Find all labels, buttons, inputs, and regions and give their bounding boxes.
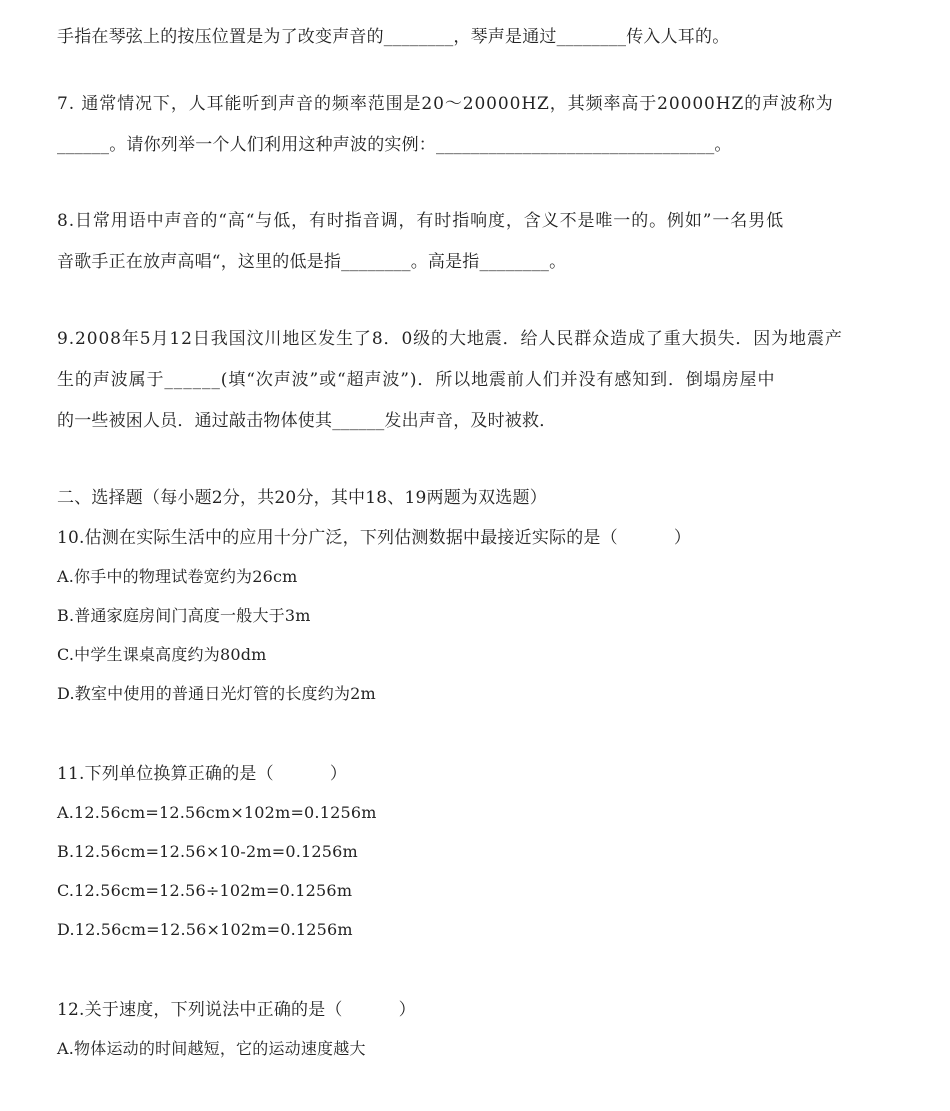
q10-option-a: A.你手中的物理试卷宽约为26cm <box>57 567 298 586</box>
q11-option-a: A.12.56cm=12.56cm×102m=0.1256m <box>57 803 377 822</box>
q7-line-2: ______。请你列举一个人们利用这种声波的实例：________________________________。 <box>57 135 732 155</box>
section-heading: 二、选择题（每小题2分，共20分，其中18、19两题为双选题） <box>57 488 547 508</box>
q12-stem: 12.关于速度，下列说法中正确的是（ ） <box>57 1000 416 1020</box>
q8-line-2: 音歌手正在放声高唱“，这里的低是指________。高是指________。 <box>57 252 567 272</box>
q10-option-b: B.普通家庭房间门高度一般大于3m <box>57 606 311 625</box>
q10-stem: 10.估测在实际生活中的应用十分广泛，下列估测数据中最接近实际的是（ ） <box>57 528 692 548</box>
q11-option-b: B.12.56cm=12.56×10-2m=0.1256m <box>57 842 358 861</box>
q11-option-d: D.12.56cm=12.56×102m=0.1256m <box>57 920 353 939</box>
q11-option-c: C.12.56cm=12.56÷102m=0.1256m <box>57 881 353 900</box>
q9-line-1: 9.2008年5月12日我国汶川地区发生了8．0级的大地震．给人民群众造成了重大损失．因为地震产 <box>57 329 843 349</box>
q10-option-d: D.教室中使用的普通日光灯管的长度约为2m <box>57 684 376 703</box>
q8-line-1: 8.日常用语中声音的“高“与低，有时指音调，有时指响度，含义不是唯一的。例如”一名男低 <box>57 211 784 231</box>
q9-line-3: 的一些被困人员．通过敲击物体使其______发出声音，及时被救． <box>57 411 557 431</box>
q10-option-c: C.中学生课桌高度约为80dm <box>57 645 267 664</box>
q7-line-1: 7. 通常情况下，人耳能听到声音的频率范围是20～20000HZ，其频率高于20000HZ的声波称为 <box>57 94 834 114</box>
q6-continuation: 手指在琴弦上的按压位置是为了改变声音的________，琴声是通过________传入人耳的。 <box>57 27 730 47</box>
q9-line-2: 生的声波属于______(填“次声波”或“超声波”)．所以地震前人们并没有感知到．倒塌房屋中 <box>57 370 776 390</box>
q12-option-a: A.物体运动的时间越短，它的运动速度越大 <box>57 1039 366 1058</box>
q11-stem: 11.下列单位换算正确的是（ ） <box>57 764 348 784</box>
